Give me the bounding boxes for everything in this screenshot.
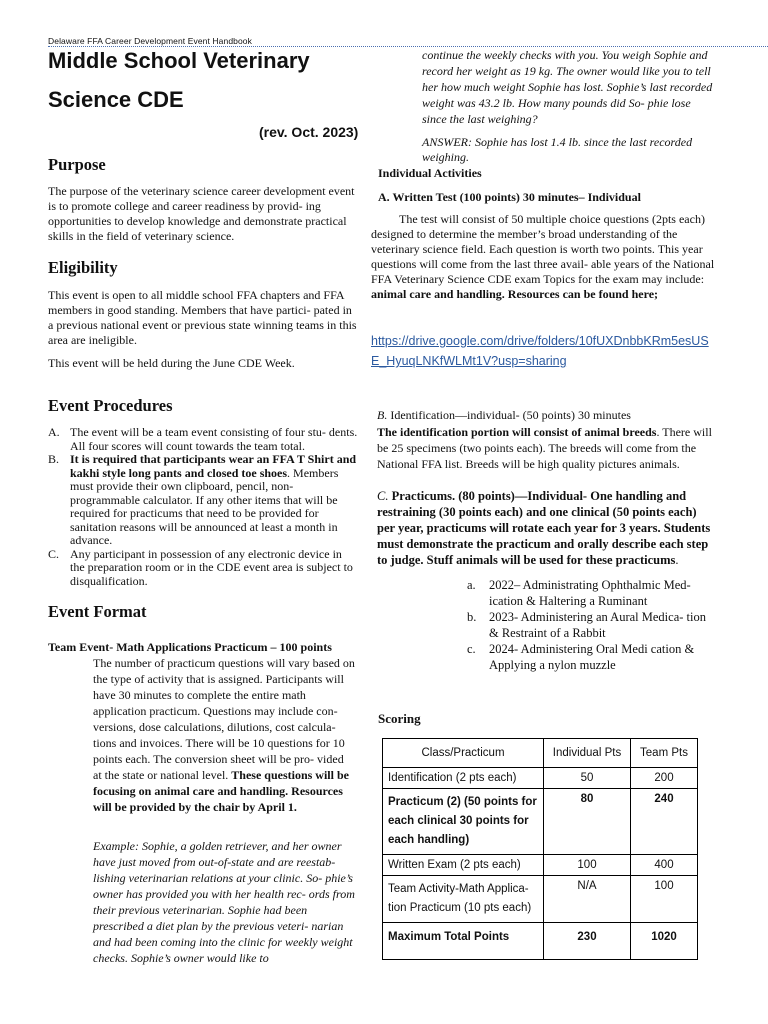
resources-link-line2[interactable]: E_HyuqLNKfWLMt1V?usp=sharing — [371, 354, 567, 368]
table-cell: N/A — [544, 876, 631, 923]
example-text: Example: Sophie, a golden retriever, and her owner have just moved from out-of-state and are reestab- lishing veterinarian relations at your clinic. So- phie’s owner has provided you with her health rec- ords from their previous veterinarian. Sophie had been prescribed a diet plan by the previous veteri- narian and had been coming into the clinic for weekly weight checks. Sophie’s owner would like to — [93, 839, 355, 965]
table-cell: 100 — [631, 876, 698, 923]
column-header: Individual Pts — [544, 739, 631, 768]
team-event-text: The number of practicum questions will vary based on the type of activity that is assigned. Participants will have 30 minutes to complete the entire math application practicum. Questions may include con- versions, dose calculations, dilutions, cost calcula- tions and invoices. There will be 10 questions for 10 points each. The conversion sheet will be pro- vided at the state or national level. These questions will be focusing on animal care and handling. Resources will be provided by the chair by April 1. — [93, 656, 355, 814]
scoring-heading: Scoring — [378, 711, 421, 726]
table-cell: Team Activity-Math Applica- tion Practicum (10 pts each) — [383, 876, 544, 923]
scoring-table — [382, 738, 698, 960]
practicums-text: C. Practicums. (80 points)—Individual- One handling and restraining (30 points each) and one clinical (50 points each) per year, practicums will rotate each year for 3 years. Students must demonstrate the practicum and orally describe each step to judge. Stuff animals will be used for these practicums. — [377, 489, 711, 567]
column-header: Team Pts — [631, 739, 698, 768]
example-answer: ANSWER: Sophie has lost 1.4 lb. since the last recorded weighing. — [422, 135, 693, 164]
eligibility-text: This event is open to all middle school FFA chapters and FFA members in good standing. Members that have partici- pated in a previous national event or previous state winning teams in this area are ineligible. — [48, 288, 357, 347]
practicum-2023: b. 2023- Administering an Aural Medica- tion & Restraint of a Rabbit — [467, 610, 706, 640]
eligibility-heading: Eligibility — [48, 258, 118, 277]
written-test-heading: A. Written Test (100 points) 30 minutes– Individual — [378, 190, 641, 204]
eligibility-date: This event will be held during the June CDE Week. — [48, 356, 295, 370]
identification-heading: B. Identification—individual- (50 points) 30 minutes — [377, 408, 631, 422]
table-cell: 230 — [544, 923, 631, 960]
table-cell: 80 — [544, 789, 631, 855]
procedures-heading: Event Procedures — [48, 396, 173, 415]
table-row — [383, 855, 698, 876]
table-cell: 1020 — [631, 923, 698, 960]
resources-link[interactable] — [371, 331, 751, 371]
table-cell: Written Exam (2 pts each) — [383, 855, 544, 876]
table-cell: Maximum Total Points — [383, 923, 544, 960]
team-event-heading: Team Event- Math Applications Practicum – 100 points — [48, 640, 332, 654]
table-cell: 200 — [631, 768, 698, 789]
practicum-rotation-list — [467, 577, 717, 673]
written-test-text: The test will consist of 50 multiple choice questions (2pts each) designed to determine the member’s broad understanding of the veterinary science field. Each question is worth two points. This year questions will come from the last three avail- able years of the National FFA Veterinary Science CDE exam Topics for the exam may include: animal care and handling. Resources can be found here; — [371, 212, 715, 301]
procedure-item-a: A. The event will be a team event consisting of four stu- dents. All four scores will count towards the team total. — [48, 425, 358, 453]
scoring-header-row — [383, 739, 698, 768]
revision-date: (rev. Oct. 2023) — [259, 124, 359, 140]
table-row — [383, 768, 698, 789]
handbook-header: Delaware FFA Career Development Event Handbook — [48, 36, 252, 46]
column-header: Class/Practicum — [383, 739, 544, 768]
table-cell: 50 — [544, 768, 631, 789]
table-cell: Practicum (2) (50 points for each clinical 30 points for each handling) — [383, 789, 544, 855]
individual-heading: Individual Activities — [378, 166, 482, 180]
format-heading: Event Format — [48, 602, 147, 621]
practicum-2024: c. 2024- Administering Oral Medi cation & Applying a nylon muzzle — [467, 642, 695, 672]
table-cell: Identification (2 pts each) — [383, 768, 544, 789]
table-row — [383, 923, 698, 960]
table-cell: 240 — [631, 789, 698, 855]
page-title-line2: Science CDE — [48, 87, 184, 112]
procedure-item-c: C. Any participant in possession of any electronic device in the preparation room or in the CDE event area is subject to disqualification. — [48, 546, 353, 588]
identification-text: The identification portion will consist of animal breeds. There will be 25 specimens (two points each). The breeds will come from the National FFA list. Breeds will be high quality pictures animals. — [377, 425, 712, 471]
procedure-item-b: B. It is required that participants wear an FFA T Shirt and kakhi style long pants and closed toe shoes. Members must provide their own clipboard, pencil, non- programmable calculator. If any other items that will be required for practicums that need to be provided for sanitation reasons will be announced at least a month in advance. — [48, 452, 357, 547]
page-title-line1: Middle School Veterinary — [48, 48, 310, 73]
purpose-heading: Purpose — [48, 155, 106, 174]
example-continued: continue the weekly checks with you. You weigh Sophie and record her weight as 19 kg. The owner would like you to tell her how much weight Sophie has lost. Sophie’s last recorded weight was 43.2 lb. How many pounds did So- phie lose since the last weighing? — [422, 48, 713, 126]
purpose-text: The purpose of the veterinary science career development event is to promote college and career readiness by provid- ing opportunities to develop knowledge and demonstrate practical skills in the field of veterinary science. — [48, 184, 355, 243]
procedures-list — [48, 426, 358, 588]
table-cell: 400 — [631, 855, 698, 876]
practicum-2022: a. 2022– Administrating Ophthalmic Med- ication & Haltering a Ruminant — [467, 578, 691, 608]
table-cell: 100 — [544, 855, 631, 876]
table-row — [383, 789, 698, 855]
resources-link-line1[interactable]: https://drive.google.com/drive/folders/10fUXDnbbKRm5esUS — [371, 334, 709, 348]
table-row — [383, 876, 698, 923]
